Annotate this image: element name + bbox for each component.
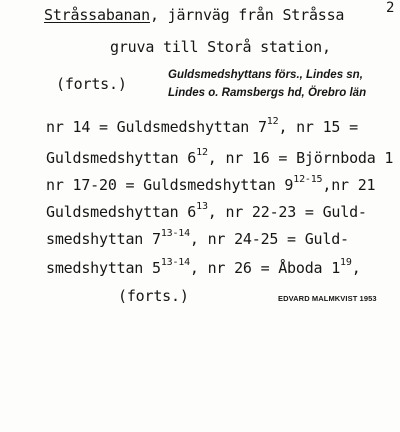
card-title-line1 xyxy=(44,6,344,24)
entry-line-5: smedshyttan 7$^{13-14}$, nr 24-25 = Guld- xyxy=(46,228,349,248)
title-rest: , järnväg från Stråssa xyxy=(149,6,345,24)
entry-line-6: smedshyttan 5$^{13-14}$, nr 26 = Åboda $1^{19}$, xyxy=(46,257,361,277)
forts-label-bottom: (forts.) xyxy=(118,287,189,305)
stamp-line-1: Guldsmedshyttans förs., Lindes sn, xyxy=(168,69,363,81)
forts-label-top: (forts.) xyxy=(56,75,127,93)
card-title-line2: gruva till Storå station, xyxy=(110,38,331,56)
corner-mark: 2 xyxy=(386,0,395,16)
entry-line-1: nr 14 = Guldsmedshyttan $7^{12}$, nr 15 = xyxy=(46,116,358,136)
location-stamp xyxy=(168,66,366,102)
entry-line-3: nr 17-20 = Guldsmedshyttan 9$^{12-15}$,nr 21 xyxy=(46,174,376,194)
stamp-line-2: Lindes o. Ramsbergs hd, Örebro län xyxy=(168,87,367,99)
entry-line-4: Guldsmedshyttan $6^{13}$, nr 22-23 = Guld- xyxy=(46,201,367,221)
signature: EDVARD MALMKVIST 1953 xyxy=(278,294,377,303)
entry-line-2: Guldsmedshyttan $6^{12}$, nr 16 = Björnboda 1 xyxy=(46,147,394,167)
headword: Stråssabanan xyxy=(44,6,150,24)
